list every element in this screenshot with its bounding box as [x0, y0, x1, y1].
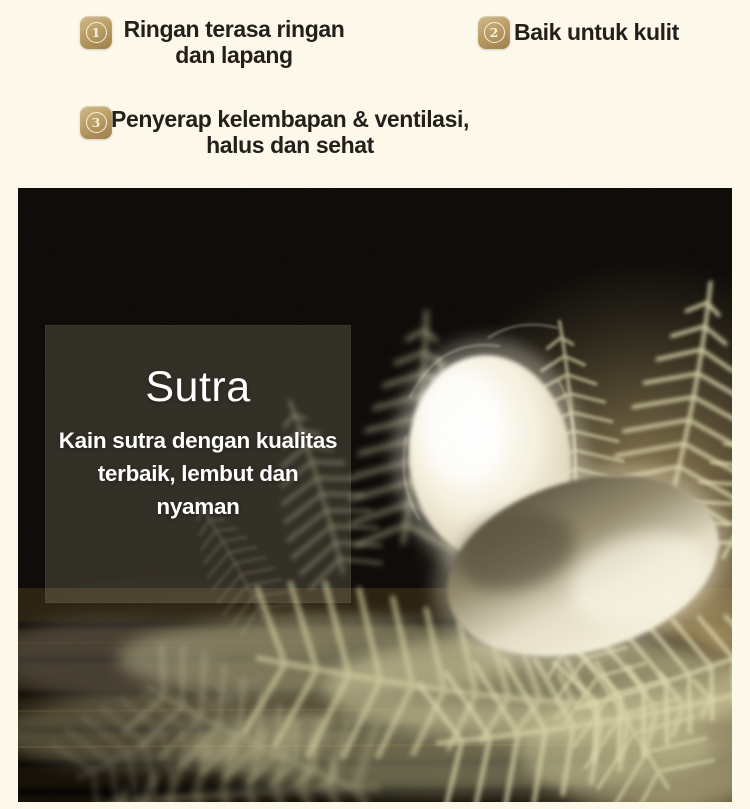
- circled-3-icon: 3: [86, 112, 107, 133]
- circled-1-icon: 1: [86, 22, 107, 43]
- hero-caption-panel: [45, 325, 351, 603]
- feature-3-line2: halus dan sehat: [206, 132, 374, 158]
- hero-title: Sutra: [145, 363, 251, 411]
- feature-3-label: [100, 106, 480, 158]
- hero-description: [45, 424, 351, 523]
- hero-description-line2: terbaik, lembut dan: [97, 461, 299, 486]
- feature-1-line1: Ringan terasa ringan: [123, 16, 345, 42]
- hero-description-line3: nyaman: [156, 494, 240, 519]
- feature-3-line1: Penyerap kelembapan & ventilasi,: [111, 106, 469, 132]
- feature-2-label: [514, 19, 679, 45]
- circled-2-icon: 2: [484, 22, 505, 43]
- feature-1-label: [104, 16, 364, 68]
- hero-photo: [18, 188, 732, 802]
- feature-1-line2: dan lapang: [175, 42, 293, 68]
- feature-2-line1: Baik untuk kulit: [514, 19, 679, 45]
- feature-2-badge: [478, 16, 510, 49]
- hero-description-line1: Kain sutra dengan kualitas: [58, 428, 338, 453]
